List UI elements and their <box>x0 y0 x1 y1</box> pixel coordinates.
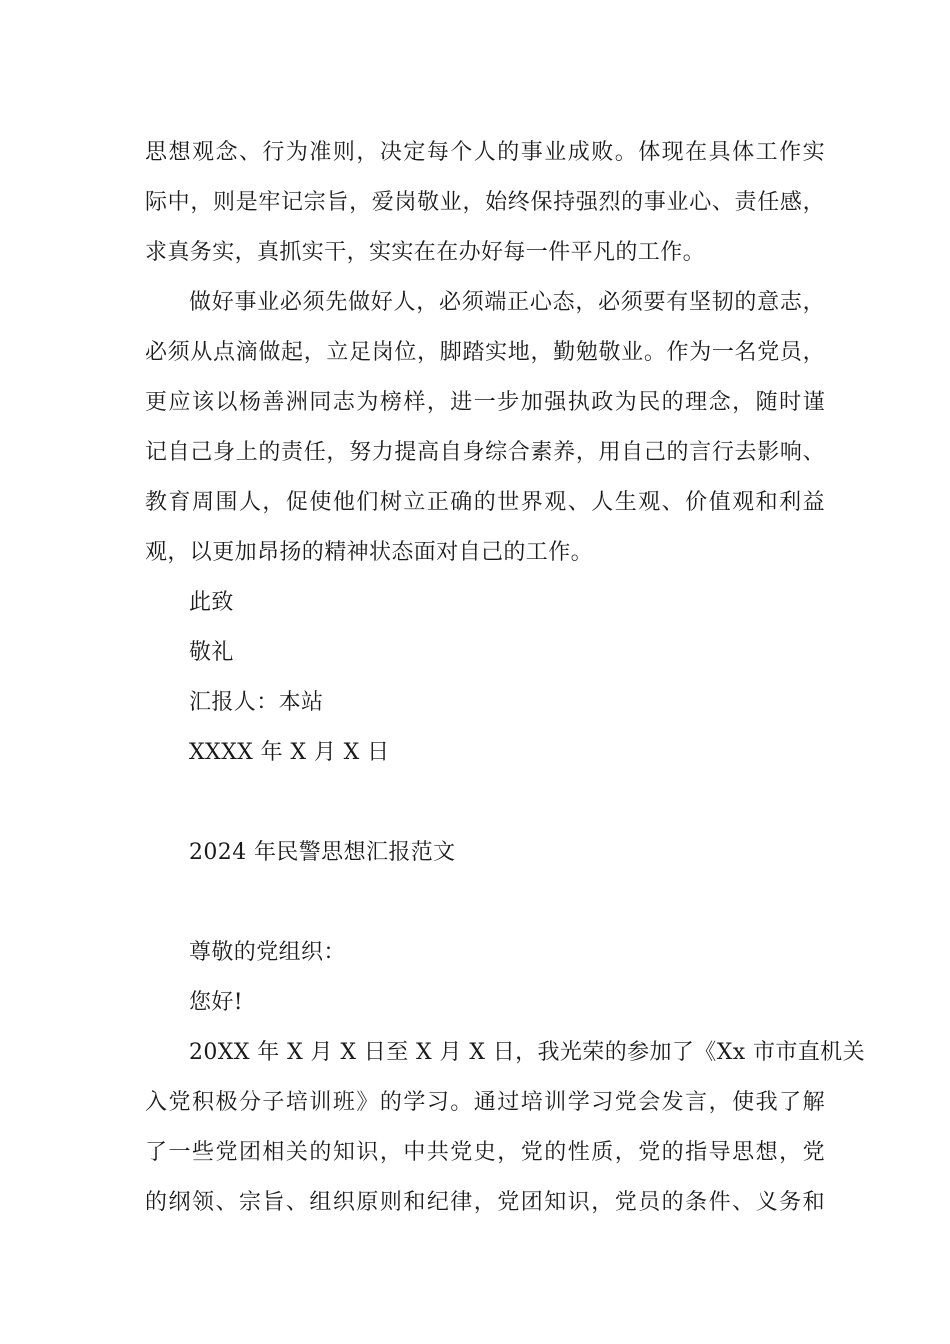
paragraph-3-line-2: 入党积极分子培训班》的学习。通过培训学习党会发言，使我了解 <box>145 1090 825 1115</box>
paragraph-3-line-3: 了一些党团相关的知识，中共党史，党的性质，党的指导思想，党 <box>145 1140 825 1165</box>
paragraph-2-line-4: 记自己身上的责任，努力提高自身综合素养，用自己的言行去影响、 <box>145 440 825 465</box>
closing-regards: 敬礼 <box>189 640 234 665</box>
paragraph-3-line-4: 的纲领、宗旨、组织原则和纪律，党团知识，党员的条件、义务和 <box>145 1190 825 1215</box>
paragraph-1-line-1: 思想观念、行为准则，决定每个人的事业成败。体现在具体工作实 <box>145 140 825 165</box>
paragraph-2-line-1: 做好事业必须先做好人，必须端正心态，必须要有坚韧的意志， <box>189 290 825 315</box>
closing-date: XXXX 年 X 月 X 日 <box>189 740 390 765</box>
paragraph-2-line-2: 必须从点滴做起，立足岗位，脚踏实地，勤勉敬业。作为一名党员， <box>145 340 825 365</box>
paragraph-1-line-2: 际中，则是牢记宗旨，爱岗敬业，始终保持强烈的事业心、责任感， <box>145 190 825 215</box>
closing-reporter: 汇报人：本站 <box>189 690 324 715</box>
paragraph-2-line-5: 教育周围人，促使他们树立正确的世界观、人生观、价值观和利益 <box>145 490 825 515</box>
greeting-hello: 您好! <box>189 990 244 1015</box>
paragraph-2-line-3: 更应该以杨善洲同志为榜样，进一步加强执政为民的理念，随时谨 <box>145 390 825 415</box>
greeting-recipient: 尊敬的党组织： <box>189 940 346 965</box>
paragraph-1-line-3: 求真务实，真抓实干，实实在在办好每一件平凡的工作。 <box>145 240 706 265</box>
paragraph-3-line-1: 20XX 年 X 月 X 日至 X 月 X 日，我光荣的参加了《Xx 市市直机关 <box>189 1040 865 1065</box>
second-document-title: 2024 年民警思想汇报范文 <box>189 840 456 865</box>
paragraph-2-line-6: 观，以更加昂扬的精神状态面对自己的工作。 <box>145 540 594 565</box>
closing-salutation: 此致 <box>189 590 234 615</box>
